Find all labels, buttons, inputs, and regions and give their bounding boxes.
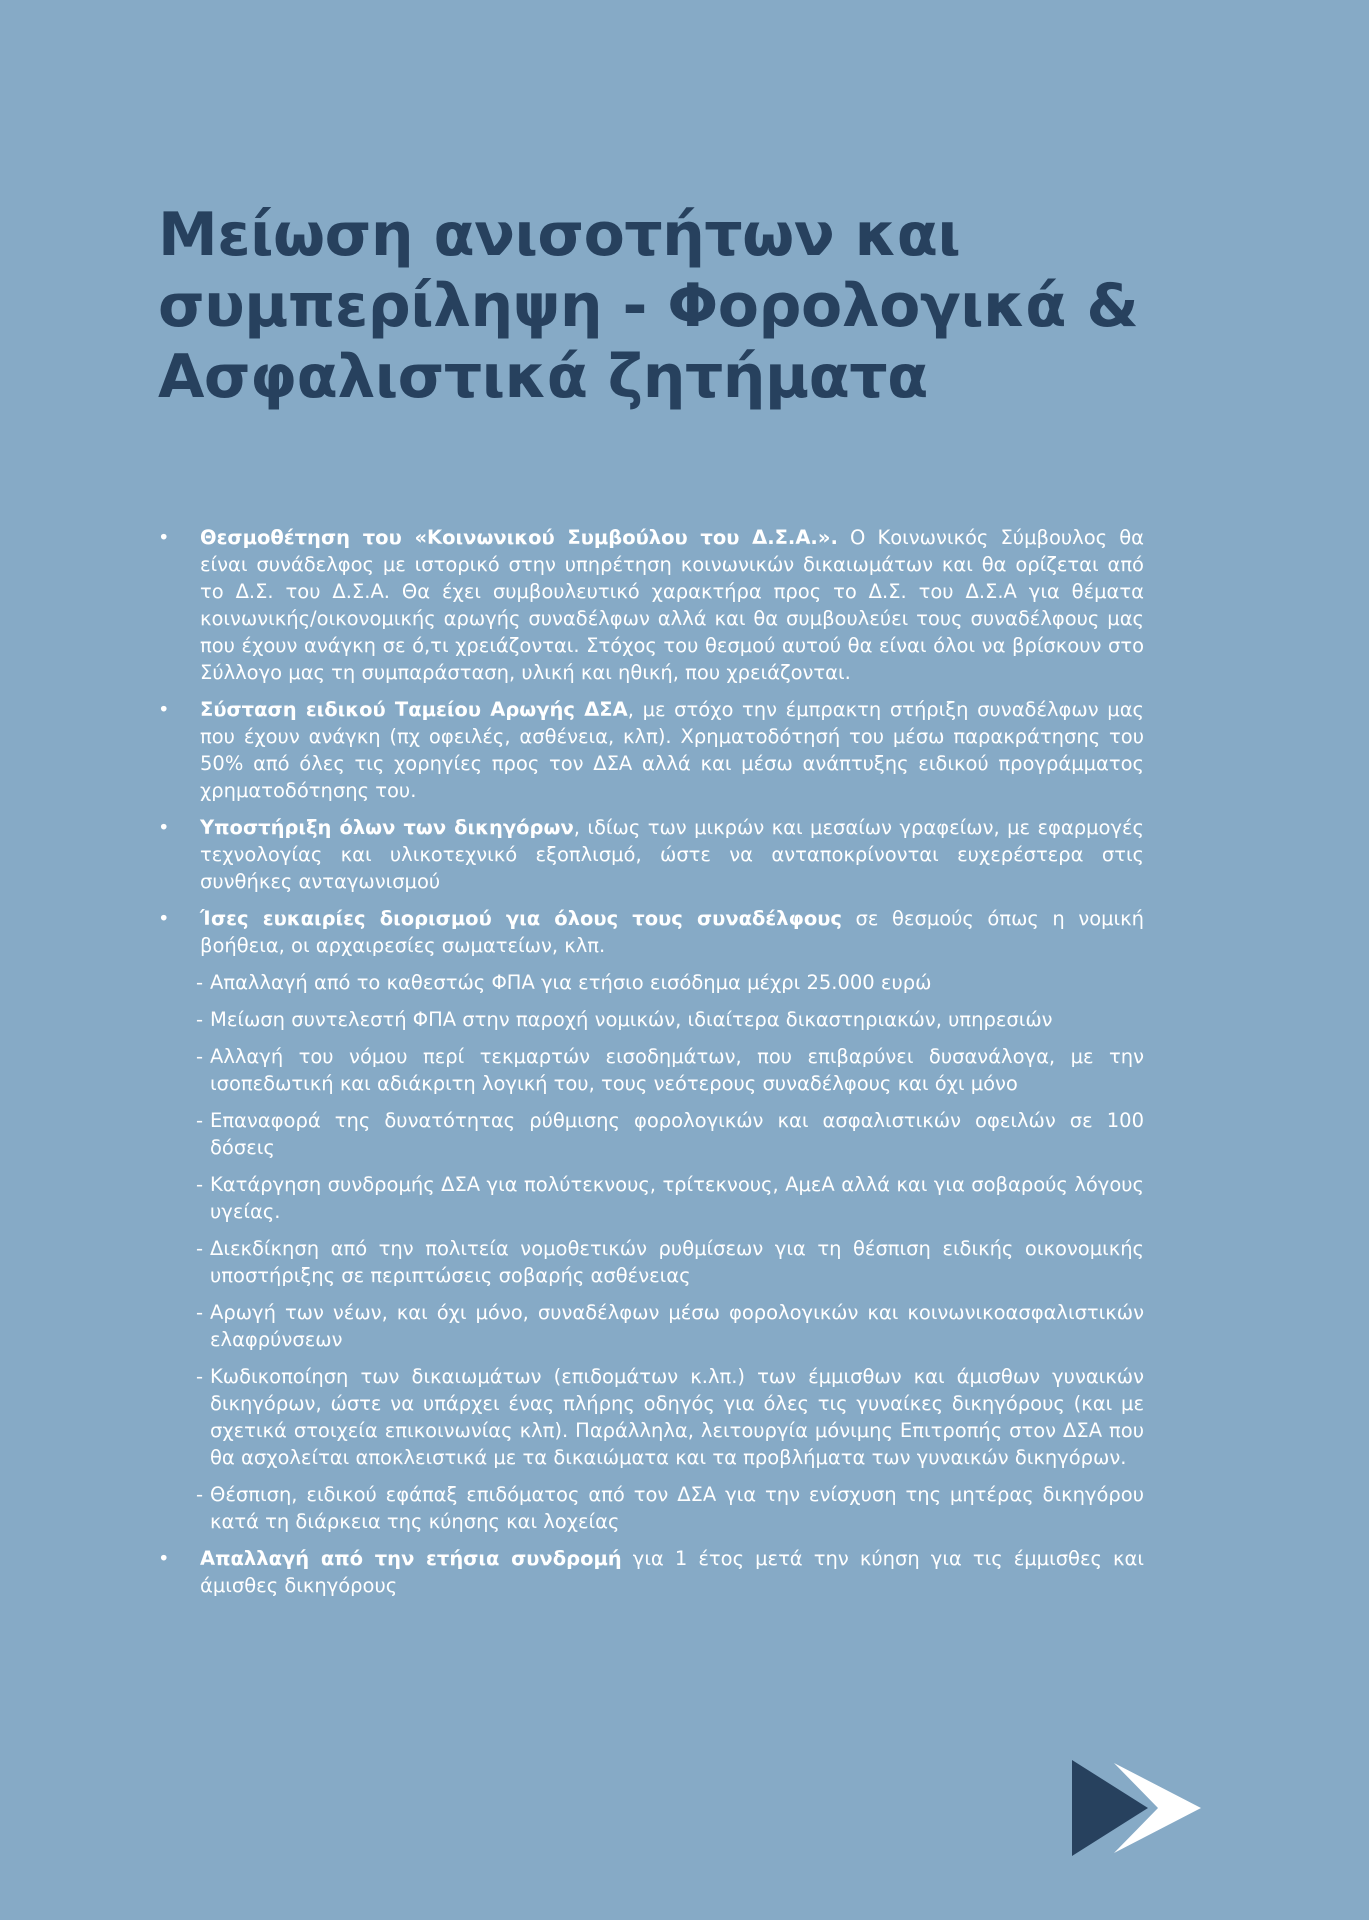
dash-marker: - <box>196 1109 204 1132</box>
sub-list-item <box>158 1481 1144 1535</box>
dash-marker: - <box>196 1483 204 1506</box>
sub-list-item <box>158 969 1144 996</box>
dash-marker: - <box>196 1301 204 1324</box>
sub-list-item <box>158 1006 1144 1033</box>
dash-marker: - <box>196 1173 204 1196</box>
list-item <box>158 696 1144 804</box>
list-item-heading: Ίσες ευκαιρίες διορισμού για όλους τους συναδέλφους <box>200 907 842 930</box>
list-item-text: , ιδίως των μικρών και μεσαίων γραφείων, με εφαρμογές τεχνολογίας και υλικοτεχνικό εξοπλισμό, ώστε να ανταποκρίνονται ευχερέστερα στις συνθήκες ανταγωνισμού <box>200 816 1144 893</box>
list-item-text: σε θεσμούς όπως η νομική βοήθεια, οι αρχαιρεσίες σωματείων, κλπ. <box>200 907 1144 957</box>
arrow-dark-shape <box>1072 1760 1148 1856</box>
sub-list-item <box>158 1363 1144 1471</box>
dash-marker: - <box>196 1365 204 1388</box>
list-item <box>158 524 1144 686</box>
sub-list-item-text: Θέσπιση, ειδικού εφάπαξ επιδόματος από τον ΔΣΑ για την ενίσχυση της μητέρας δικηγόρου κατά τη διάρκεια της κύησης και λοχείας <box>210 1483 1144 1533</box>
title-line-2: συμπερίληψη - Φορολογικά & <box>158 271 1139 341</box>
dash-marker: - <box>196 1045 204 1068</box>
sub-list-item-text: Επαναφορά της δυνατότητας ρύθμισης φορολογικών και ασφαλιστικών οφειλών σε 100 δόσεις <box>210 1109 1144 1159</box>
page-title <box>158 200 1158 413</box>
next-arrow-icon[interactable] <box>1070 1760 1206 1856</box>
list-item-text: , με στόχο την έμπρακτη στήριξη συναδέλφων μας που έχουν ανάγκη (πχ οφειλές, ασθένεια, κλπ). Χρηματοδότησή του μέσω παρακράτησης του 50% από όλες τις χορηγίες προς τον ΔΣΑ αλλά και μέσω ανάπτυξης ειδικού προγράμματος χρηματοδότησης του. <box>200 698 1144 802</box>
bullet-marker: • <box>158 907 170 930</box>
dash-marker: - <box>196 971 204 994</box>
sub-list-item-text: Αλλαγή του νόμου περί τεκμαρτών εισοδημάτων, που επιβαρύνει δυσανάλογα, με την ισοπεδωτική και αδιάκριτη λογική του, τους νεότερους συναδέλφους και όχι μόνο <box>210 1045 1144 1095</box>
sub-list-item-text: Απαλλαγή από το καθεστώς ΦΠΑ για ετήσιο εισόδημα μέχρι 25.000 ευρώ <box>210 971 932 994</box>
sub-list-item <box>158 1235 1144 1289</box>
dash-marker: - <box>196 1237 204 1260</box>
list-item-text: για 1 έτος μετά την κύηση για τις έμμισθες και άμισθες δικηγόρους <box>200 1547 1145 1597</box>
sub-list-item-text: Μείωση συντελεστή ΦΠΑ στην παροχή νομικών, ιδιαίτερα δικαστηριακών, υπηρεσιών <box>210 1008 1053 1031</box>
bullet-marker: • <box>158 526 170 549</box>
list-item <box>158 905 1144 959</box>
list-item-heading: Σύσταση ειδικού Ταμείου Αρωγής ΔΣΑ <box>200 698 628 721</box>
list-item <box>158 1545 1144 1599</box>
title-line-3: Ασφαλιστικά ζητήματα <box>158 342 928 412</box>
sub-list-item <box>158 1299 1144 1353</box>
list-item <box>158 814 1144 895</box>
bullet-marker: • <box>158 816 170 839</box>
list-item-text: Ο Κοινωνικός Σύμβουλος θα είναι συνάδελφος με ιστορικό στην υπηρέτηση κοινωνικών δικαιωμάτων και θα ορίζεται από το Δ.Σ. του Δ.Σ.Α. Θα έχει συμβουλευτικό χαρακτήρα προς το Δ.Σ. του Δ.Σ.Α για θέματα κοινωνικής/οικονομικής αρωγής συναδέλφων αλλά και θα συμβουλεύει τους συναδέλφους μας που έχουν ανάγκη σε ό,τι χρειάζονται. Στόχος του θεσμού αυτού θα είναι όλοι να βρίσκουν στο Σύλλογο μας τη συμπαράσταση, υλική και ηθική, που χρειάζονται. <box>200 526 1144 684</box>
content-list <box>158 524 1144 1609</box>
list-item-heading: Θεσμοθέτηση του «Κοινωνικού Συμβούλου του Δ.Σ.Α.». <box>200 526 838 549</box>
sub-list-item <box>158 1043 1144 1097</box>
title-line-1: Μείωση ανισοτήτων και <box>158 200 961 270</box>
bullet-marker: • <box>158 698 170 721</box>
list-item-heading: Απαλλαγή από την ετήσια συνδρομή <box>200 1547 622 1570</box>
sub-list-item <box>158 1107 1144 1161</box>
bullet-marker: • <box>158 1547 170 1570</box>
sub-list-item <box>158 1171 1144 1225</box>
list-item-heading: Υποστήριξη όλων των δικηγόρων <box>200 816 574 839</box>
sub-list-item-text: Κωδικοποίηση των δικαιωμάτων (επιδομάτων κ.λπ.) των έμμισθων και άμισθων γυναικών δικηγόρων, ώστε να υπάρχει ένας πλήρης οδηγός για όλες τις γυναίκες δικηγόρους (και με σχετικά στοιχεία επικοινωνίας κλπ). Παράλληλα, λειτουργία μόνιμης Επιτροπής στον ΔΣΑ που θα ασχολείται αποκλειστικά με τα δικαιώματα και τα προβλήματα των γυναικών δικηγόρων. <box>210 1365 1144 1469</box>
sub-list-item-text: Κατάργηση συνδρομής ΔΣΑ για πολύτεκνους, τρίτεκνους, ΑμεΑ αλλά και για σοβαρούς λόγους υγείας. <box>210 1173 1144 1223</box>
dash-marker: - <box>196 1008 204 1031</box>
sub-list-item-text: Διεκδίκηση από την πολιτεία νομοθετικών ρυθμίσεων για τη θέσπιση ειδικής οικονομικής υποστήριξης σε περιπτώσεις σοβαρής ασθένειας <box>210 1237 1144 1287</box>
sub-list-item-text: Αρωγή των νέων, και όχι μόνο, συναδέλφων μέσω φορολογικών και κοινωνικοασφαλιστικών ελαφρύνσεων <box>210 1301 1144 1351</box>
